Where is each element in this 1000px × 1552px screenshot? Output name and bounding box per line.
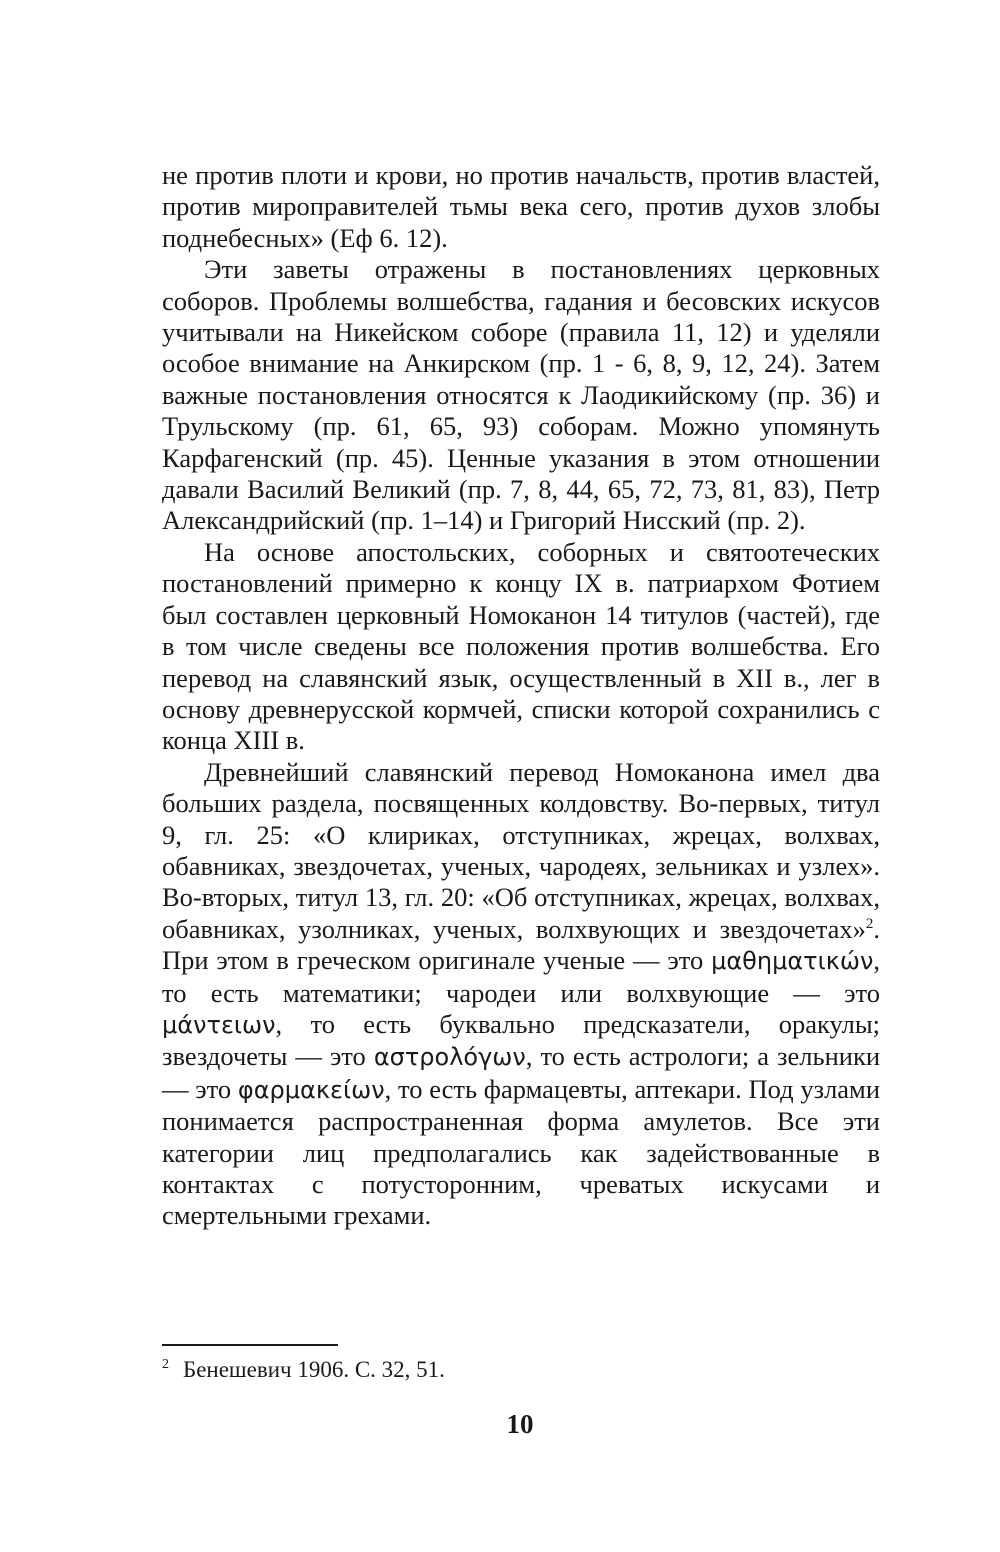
body-text [162, 160, 880, 1232]
paragraph-text: . При этом в греческом оригинале ученые — это [162, 913, 880, 976]
greek-term: μάντειων [162, 1010, 276, 1039]
paragraph [162, 160, 880, 254]
greek-term: μαθηματικών [711, 947, 874, 976]
greek-term: αστρολόγων [373, 1043, 526, 1072]
paragraph-text: не против плоти и крови, но против начальств, против властей, против мироправителей тьмы века сего, против духов злобы поднебесных» (Еф 6. 12). [162, 160, 880, 253]
paragraph-text: Древнейший славянский перевод Номоканона имел два больших раздела, посвященных колдовству. Во-первых, титул 9, гл. 25: «О клириках, отступниках, жрецах, волхвах, обавниках, звездочетах, ученых, чародеях, зельниках и узлех». Во-вторых, титул 13, гл. 20: «Об отступниках, жрецах, волхвах, обавниках, узолниках, ученых, волхвующих и звездочетах» [162, 756, 880, 944]
greek-term: φαρμακείων [237, 1075, 385, 1104]
footnote-divider [162, 1344, 338, 1346]
paragraph-text: , то есть астрологи; а зельники — это [162, 1041, 880, 1104]
paragraph-text: , то есть фармацевты, аптекари. Под узлами понимается распространенная форма амулетов. Все эти категории лиц предполагались как задействованные в контактах с потусторонним, чреватых искусами и смертельными грехами. [162, 1073, 881, 1231]
paragraph-text: На основе апостольских, соборных и святоотеческих постановлений примерно к концу IX в. патриархом Фотием был составлен церковный Номоканон 14 титулов (частей), где в том числе сведены все положения против волшебства. Его перевод на славянский язык, осуществленный в XII в., лег в основу древнерусской кормчей, списки которой сохранились с конца XIII в. [162, 536, 880, 756]
paragraph [162, 254, 880, 537]
paragraph-text: , то есть математики; чародеи или волхвующие — это [162, 945, 880, 1008]
footnote [162, 1356, 880, 1384]
footnote-number: 2 [162, 1357, 169, 1372]
paragraph [162, 757, 880, 1232]
paragraph-text: , то есть буквально предсказатели, оракулы; звездочеты — это [162, 1008, 880, 1072]
footnote-reference[interactable]: 2 [865, 915, 874, 932]
paragraph [162, 537, 880, 757]
footnote-text: Бенешевич 1906. С. 32, 51. [183, 1357, 445, 1382]
paragraph-text: Эти заветы отражены в постановлениях церковных соборов. Проблемы волшебства, гадания и бесовских искусов учитывали на Никейском соборе (правила 11, 12) и уделяли особое внимание на Анкирском (пр. 1 - 6, 8, 9, 12, 24). Затем важные постановления относятся к Лаодикийскому (пр. 36) и Трульскому (пр. 61, 65, 93) соборам. Можно упомянуть Карфагенский (пр. 45). Ценные указания в этом отношении давали Василий Великий (пр. 7, 8, 44, 65, 72, 73, 81, 83), Петр Александрийский (пр. 1–14) и Григорий Нисский (пр. 2). [162, 254, 880, 536]
page-number: 10 [506, 1409, 534, 1439]
